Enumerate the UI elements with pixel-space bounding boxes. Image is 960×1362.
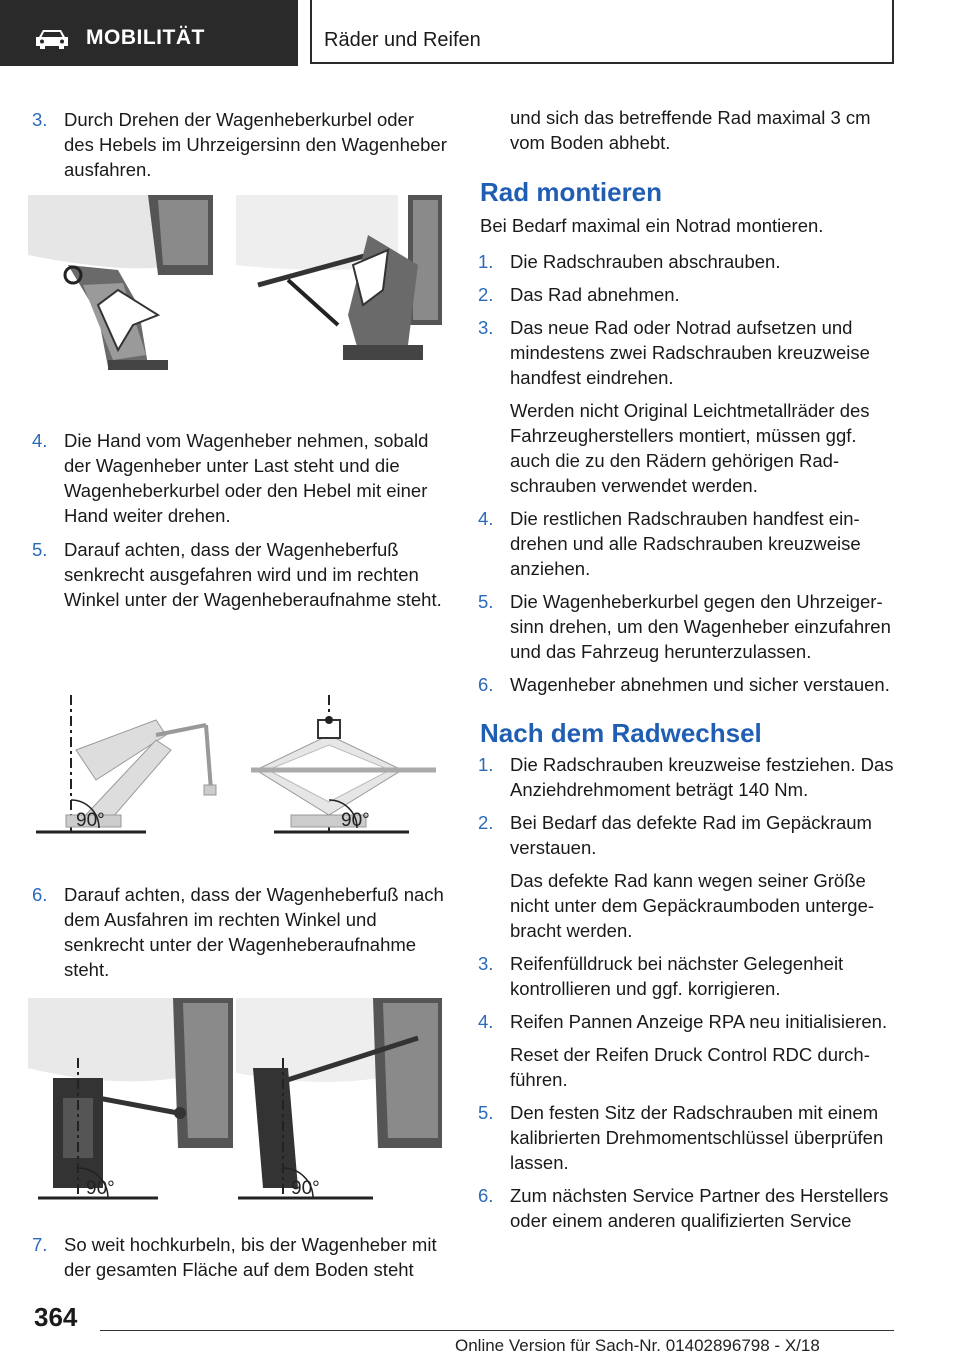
footer-divider [100,1330,894,1331]
section-tab [0,0,298,66]
after-note-4: Reset der Reifen Druck Control RDC durchführen. [510,1044,870,1090]
angle-label-2: 90° [341,810,370,831]
footer-online-version: Online Version für Sach-Nr. 01402896798 - X/18 [455,1336,820,1355]
right-column: und sich das betreffende Rad maximal 3 cm vom Boden abhebt. Rad montieren Bei Bedarf maximal ein Notrad montieren. 1. Die Radschrauben abschrauben. 2. Das Rad abnehmen. 3. Das neue Rad oder Notrad aufsetzen und mindestens zwei Radschrauben kreuzweise handfest eindrehen. Werden nicht Original Leichtmetallräder des Fahrzeugherstellers montiert, müssen ggf. auch die zu den Rädern gehörigen Radschrauben verwendet werden. 4. Die restlichen Radschrauben handfest eindrehen und alle Radschrauben kreuzweise anziehen. 5. Die Wagenheberkurbel gegen den Uhrzeigersinn drehen, um den Wagenheber einzufahren und das Fahrzeug herunterzulassen. 6. Wagenheber abnehmen und sicher verstauen. Nach dem Radwechsel 1. Die Radschrauben kreuzweise festziehen. Das Anziehdrehmoment beträgt 140 Nm. 2. Bei Bedarf das defekte Rad im Gepäckraum verstauen. Das defekte Rad kann wegen seiner Größe nicht unter dem Gepäckraumboden untergebracht werden. 3. Reifenfülldruck bei nächster Gelegenheit kontrollieren und ggf. korrigieren. 4. Reifen Pannen Anzeige RPA neu initialisieren. Reset der Reifen Druck Control RDC durchführen. 5. Den festen Sitz der Radschrauben mit einem kalibrierten Drehmomentschlüssel überprüfen lassen. 6. Zum nächsten Service Partner des Herstellers oder einem anderen qualifizierten Service [474,105,899,1233]
section-title: MOBILITÄT [86,26,205,49]
chapter-title: Räder und Reifen [324,29,481,51]
angle-label-1: 90° [76,810,105,831]
angle-label-4: 90° [291,1178,320,1199]
mount-note: Werden nicht Original Leichtmetallräder des Fahrzeugherstellers montiert, müssen ggf. auch die zu den Rädern gehörigen Radschrauben verwendet werden. [510,400,870,496]
chapter-header [310,0,894,64]
jack-ground-figure [28,998,442,1204]
angle-label-3: 90° [86,1178,115,1199]
mount-intro: Bei Bedarf maximal ein Notrad montieren. [480,215,824,236]
after-note-2: Das defekte Rad kann wegen seiner Größe nicht unter dem Gepäckraumboden untergebracht werden. [510,870,875,941]
jack-extend-figure [28,195,442,381]
car-icon [34,28,70,50]
heading-nach-dem-radwechsel: Nach dem Radwechsel [480,718,762,748]
continued-text: und sich das betreffende Rad maximal 3 cm vom Boden abhebt. [510,107,871,153]
left-steps-4-5: 4. Die Hand vom Wagenheber nehmen, sobald der Wagenheber unter Last steht und die Wagenheberkurbel oder den Hebel mit einer Hand weiter drehen. 5. Darauf achten, dass der Wagenheberfuß senkrecht ausgefahren wird und im rechten Winkel unter der Wagenheberaufnahme steht. [32,430,442,610]
left-step-6: 6. Darauf achten, dass der Wagenheberfuß nach dem Ausfahren im rechten Winkel und senkrecht unter der Wagenheberaufnahme steht. [32,884,444,980]
page-number: 364 [34,1302,78,1332]
left-step-7: 7. So weit hochkurbeln, bis der Wagenheber mit der gesamten Fläche auf dem Boden steht [32,1234,437,1280]
heading-rad-montieren: Rad montieren [480,177,663,207]
left-step-3: 3. Durch Drehen der Wagenheberkurbel oder des Hebels im Uhrzeigersinn den Wagenheber ausfahren. [32,109,447,180]
jack-angle-figure [36,690,442,840]
